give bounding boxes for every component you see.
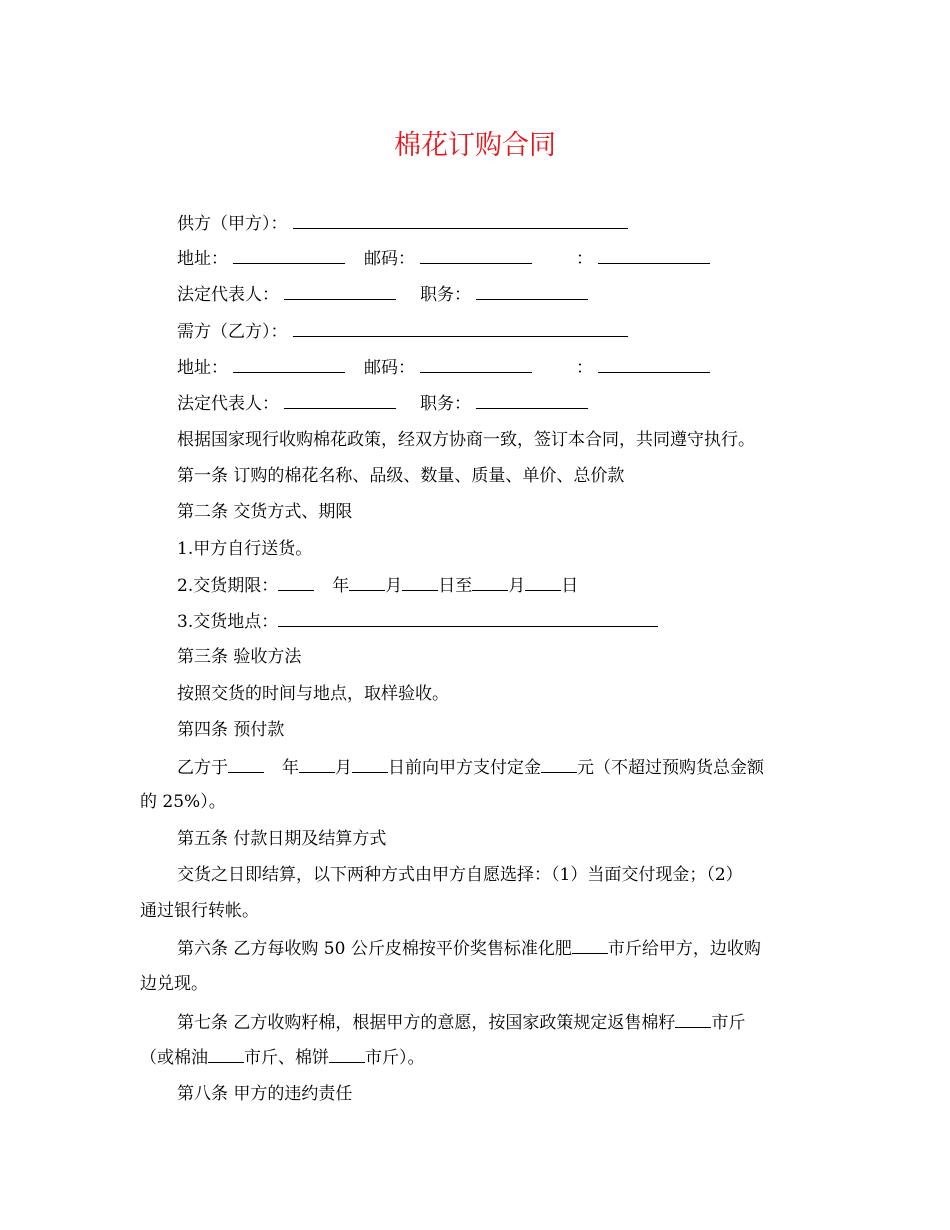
buyer-rep-blank[interactable] bbox=[284, 391, 396, 409]
article-5-body-line-2: 通过银行转帐。 bbox=[140, 901, 259, 921]
supplier-phone-blank[interactable] bbox=[598, 246, 710, 264]
delivery-month-blank[interactable] bbox=[349, 573, 385, 591]
supplier-postcode bbox=[364, 246, 532, 271]
delivery-place-label: 3.交货地点： bbox=[177, 612, 279, 632]
fertilizer-amount-blank[interactable] bbox=[572, 936, 608, 954]
prepay-year-blank[interactable] bbox=[228, 755, 264, 773]
article-6-text-1: 第六条 乙方每收购 50 公斤皮棉按平价奖售标准化肥 bbox=[177, 939, 572, 959]
supplier-address-blank[interactable] bbox=[233, 246, 345, 264]
month-text-2: 月 bbox=[508, 576, 526, 596]
supplier-rep-blank[interactable] bbox=[284, 282, 396, 300]
delivery-place-blank[interactable] bbox=[278, 609, 658, 627]
buyer-phone-label: ： bbox=[576, 358, 593, 378]
prepay-text-1: 乙方于 bbox=[177, 758, 228, 778]
buyer-postcode-label: 邮码： bbox=[364, 358, 415, 378]
supplier-line bbox=[177, 211, 628, 236]
supplier-position-blank[interactable] bbox=[476, 282, 588, 300]
day-text: 日 bbox=[561, 576, 579, 596]
article-2-item-2 bbox=[177, 573, 578, 598]
document-title: 棉花订购合同 bbox=[394, 130, 556, 161]
delivery-month2-blank[interactable] bbox=[472, 573, 508, 591]
buyer-rep-label: 法定代表人： bbox=[177, 394, 279, 414]
supplier-phone-label: ： bbox=[576, 249, 593, 269]
buyer-position bbox=[420, 391, 588, 416]
article-5-body-line-1: 交货之日即结算，以下两种方式由甲方自愿选择：（1）当面交付现金；（2） bbox=[177, 865, 743, 885]
supplier-rep-line bbox=[177, 282, 396, 307]
delivery-day-blank[interactable] bbox=[402, 573, 438, 591]
supplier-address-label: 地址： bbox=[177, 249, 228, 269]
delivery-day2-blank[interactable] bbox=[525, 573, 561, 591]
supplier-contact-line bbox=[177, 246, 345, 271]
deposit-amount-blank[interactable] bbox=[541, 755, 577, 773]
article-7-text-5: 市斤）。 bbox=[365, 1048, 425, 1068]
supplier-label: 供方（甲方）： bbox=[177, 214, 288, 234]
buyer-postcode bbox=[364, 355, 532, 380]
prepay-text-2: 日前向甲方支付定金 bbox=[388, 758, 541, 778]
article-3-body: 按照交货的时间与地点，取样验收。 bbox=[177, 684, 449, 704]
buyer-phone-blank[interactable] bbox=[598, 355, 710, 373]
article-1-heading: 第一条 订购的棉花名称、品级、数量、质量、单价、总价款 bbox=[177, 466, 625, 486]
article-7-line-2 bbox=[140, 1045, 425, 1070]
supplier-position bbox=[420, 282, 588, 307]
day-to-text: 日至 bbox=[438, 576, 473, 596]
prepay-year-text: 年 bbox=[282, 758, 299, 778]
buyer-rep-line bbox=[177, 391, 396, 416]
year-text: 年 bbox=[332, 576, 350, 596]
buyer-position-label: 职务： bbox=[420, 394, 471, 414]
article-2-item-3 bbox=[177, 609, 658, 634]
supplier-rep-label: 法定代表人： bbox=[177, 285, 279, 305]
buyer-address-label: 地址： bbox=[177, 358, 228, 378]
preamble: 根据国家现行收购棉花政策，经双方协商一致，签订本合同，共同遵守执行。 bbox=[177, 430, 755, 450]
article-7-text-4: 市斤、棉饼 bbox=[244, 1048, 329, 1068]
buyer-label: 需方（乙方）： bbox=[177, 322, 288, 342]
supplier-postcode-label: 邮码： bbox=[364, 249, 415, 269]
article-4-heading: 第四条 预付款 bbox=[177, 720, 285, 740]
cottonseed-amount-blank[interactable] bbox=[675, 1010, 711, 1028]
prepay-day-blank[interactable] bbox=[352, 755, 388, 773]
supplier-position-label: 职务： bbox=[420, 285, 471, 305]
article-3-heading: 第三条 验收方法 bbox=[177, 647, 302, 667]
article-7-text-1: 第七条 乙方收购籽棉，根据甲方的意愿，按国家政策规定返售棉籽 bbox=[177, 1013, 676, 1033]
buyer-position-blank[interactable] bbox=[476, 391, 588, 409]
article-6-line-1 bbox=[177, 936, 761, 961]
article-7-line-1 bbox=[177, 1010, 745, 1035]
cotton-oil-blank[interactable] bbox=[208, 1045, 244, 1063]
supplier-phone bbox=[576, 246, 710, 271]
article-6-text-2: 市斤给甲方，边收购 bbox=[607, 939, 761, 959]
buyer-contact-line bbox=[177, 355, 345, 380]
prepay-text-3: 元（不超过预购货总金额 bbox=[577, 758, 764, 778]
cotton-cake-blank[interactable] bbox=[329, 1045, 365, 1063]
buyer-address-blank[interactable] bbox=[233, 355, 345, 373]
article-4-body-line-1 bbox=[177, 755, 764, 780]
prepay-month-text: 月 bbox=[335, 758, 352, 778]
delivery-year-blank[interactable] bbox=[278, 573, 314, 591]
month-text: 月 bbox=[385, 576, 403, 596]
buyer-postcode-blank[interactable] bbox=[420, 355, 532, 373]
buyer-line bbox=[177, 319, 628, 344]
article-2-item-1: 1.甲方自行送货。 bbox=[177, 539, 313, 559]
article-2-heading: 第二条 交货方式、期限 bbox=[177, 502, 353, 522]
delivery-period-label: 2.交货期限： bbox=[177, 576, 279, 596]
article-8-heading: 第八条 甲方的违约责任 bbox=[177, 1084, 353, 1104]
supplier-postcode-blank[interactable] bbox=[420, 246, 532, 264]
article-5-heading: 第五条 付款日期及结算方式 bbox=[177, 829, 387, 849]
buyer-name-blank[interactable] bbox=[293, 319, 628, 337]
buyer-phone bbox=[576, 355, 710, 380]
article-6-line-2: 边兑现。 bbox=[140, 974, 208, 994]
prepay-month-blank[interactable] bbox=[299, 755, 335, 773]
article-4-body-line-2: 的 25%）。 bbox=[140, 792, 226, 812]
article-7-text-3: （或棉油 bbox=[140, 1048, 208, 1068]
article-7-text-2: 市斤 bbox=[711, 1013, 746, 1033]
supplier-name-blank[interactable] bbox=[293, 211, 628, 229]
